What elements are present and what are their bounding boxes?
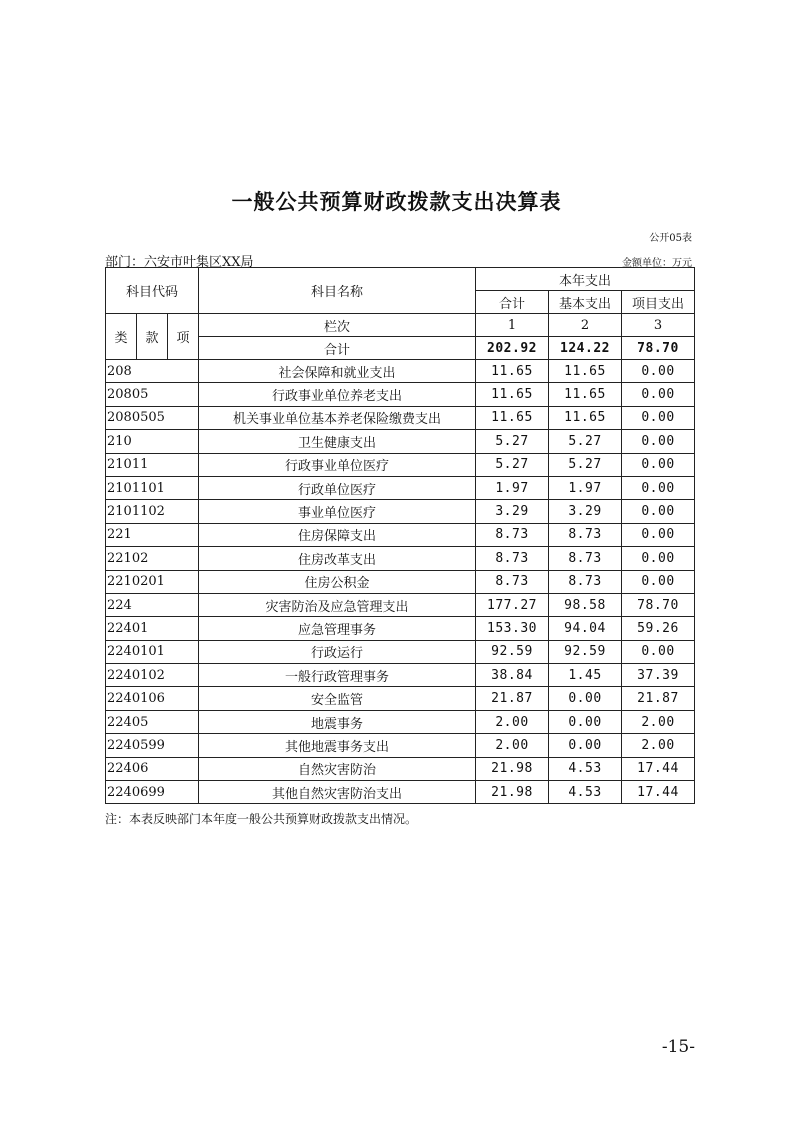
row-name: 应急管理事务 <box>199 617 476 640</box>
row-name: 住房公积金 <box>199 570 476 593</box>
row-project: 0.00 <box>622 360 695 383</box>
table-row <box>106 617 695 640</box>
row-basic: 11.65 <box>549 360 622 383</box>
row-total: 8.73 <box>476 570 549 593</box>
header-col2: 2 <box>549 314 622 337</box>
row-total: 21.98 <box>476 781 549 804</box>
header-lanci: 栏次 <box>199 314 476 337</box>
header-col3: 3 <box>622 314 695 337</box>
row-total: 8.73 <box>476 523 549 546</box>
row-code: 2240102 <box>106 664 199 687</box>
table-row <box>106 547 695 570</box>
row-total: 5.27 <box>476 430 549 453</box>
row-project: 0.00 <box>622 523 695 546</box>
row-name: 其他自然灾害防治支出 <box>199 781 476 804</box>
row-code: 224 <box>106 593 199 616</box>
row-code: 21011 <box>106 453 199 476</box>
row-name: 灾害防治及应急管理支出 <box>199 593 476 616</box>
header-lei: 类 <box>106 314 137 360</box>
row-total: 11.65 <box>476 406 549 429</box>
department-label: 部门：六安市叶集区XX局 <box>105 255 254 270</box>
table-row <box>106 710 695 733</box>
table-body <box>106 268 695 804</box>
row-total: 3.29 <box>476 500 549 523</box>
row-total: 11.65 <box>476 360 549 383</box>
header-row-3 <box>106 314 695 337</box>
row-basic: 0.00 <box>549 734 622 757</box>
row-basic: 4.53 <box>549 781 622 804</box>
row-code: 2240699 <box>106 781 199 804</box>
row-code: 2240106 <box>106 687 199 710</box>
row-name: 自然灾害防治 <box>199 757 476 780</box>
row-code: 22401 <box>106 617 199 640</box>
header-total: 合计 <box>476 291 549 314</box>
table-row <box>106 523 695 546</box>
row-name: 机关事业单位基本养老保险缴费支出 <box>199 406 476 429</box>
row-total: 2.00 <box>476 734 549 757</box>
header-current-year: 本年支出 <box>476 268 695 291</box>
row-basic: 94.04 <box>549 617 622 640</box>
row-basic: 4.53 <box>549 757 622 780</box>
row-name: 安全监管 <box>199 687 476 710</box>
row-project: 78.70 <box>622 593 695 616</box>
row-code: 22102 <box>106 547 199 570</box>
row-project: 17.44 <box>622 757 695 780</box>
header-row-1 <box>106 268 695 291</box>
row-project: 21.87 <box>622 687 695 710</box>
header-kuan: 款 <box>137 314 168 360</box>
row-project: 0.00 <box>622 500 695 523</box>
expenditure-table <box>105 267 695 804</box>
row-total: 5.27 <box>476 453 549 476</box>
row-code: 2240599 <box>106 734 199 757</box>
row-basic: 1.97 <box>549 476 622 499</box>
table-row <box>106 383 695 406</box>
row-basic: 5.27 <box>549 430 622 453</box>
table-row <box>106 640 695 663</box>
row-total: 11.65 <box>476 383 549 406</box>
table-row <box>106 476 695 499</box>
table-row <box>106 781 695 804</box>
table-row <box>106 430 695 453</box>
row-basic: 0.00 <box>549 710 622 733</box>
row-basic: 11.65 <box>549 383 622 406</box>
row-code: 2210201 <box>106 570 199 593</box>
page-number: -15- <box>661 1037 695 1057</box>
row-basic: 3.29 <box>549 500 622 523</box>
row-total: 177.27 <box>476 593 549 616</box>
row-basic: 8.73 <box>549 547 622 570</box>
row-basic: 98.58 <box>549 593 622 616</box>
row-total: 21.87 <box>476 687 549 710</box>
row-project: 0.00 <box>622 383 695 406</box>
row-project: 0.00 <box>622 476 695 499</box>
row-basic: 8.73 <box>549 523 622 546</box>
row-code: 221 <box>106 523 199 546</box>
header-name: 科目名称 <box>199 268 476 314</box>
row-project: 0.00 <box>622 547 695 570</box>
row-name: 行政事业单位医疗 <box>199 453 476 476</box>
row-code: 20805 <box>106 383 199 406</box>
table-row <box>106 757 695 780</box>
row-project: 0.00 <box>622 640 695 663</box>
sum-total: 202.92 <box>476 337 549 360</box>
table-row <box>106 687 695 710</box>
sum-label: 合计 <box>199 337 476 360</box>
row-project: 59.26 <box>622 617 695 640</box>
row-project: 0.00 <box>622 406 695 429</box>
row-total: 8.73 <box>476 547 549 570</box>
table-note: 注：本表反映部门本年度一般公共预算财政拨款支出情况。 <box>105 812 418 826</box>
row-name: 行政事业单位养老支出 <box>199 383 476 406</box>
table-row <box>106 360 695 383</box>
row-project: 2.00 <box>622 734 695 757</box>
row-basic: 8.73 <box>549 570 622 593</box>
row-code: 22406 <box>106 757 199 780</box>
table-row <box>106 453 695 476</box>
document-title: 一般公共预算财政拨款支出决算表 <box>231 190 562 214</box>
row-project: 2.00 <box>622 710 695 733</box>
row-name: 卫生健康支出 <box>199 430 476 453</box>
row-code: 2101101 <box>106 476 199 499</box>
row-total: 153.30 <box>476 617 549 640</box>
header-xiang: 项 <box>168 314 199 360</box>
row-project: 17.44 <box>622 781 695 804</box>
row-name: 行政运行 <box>199 640 476 663</box>
row-total: 92.59 <box>476 640 549 663</box>
table-row <box>106 406 695 429</box>
table-row <box>106 664 695 687</box>
row-code: 208 <box>106 360 199 383</box>
row-total: 1.97 <box>476 476 549 499</box>
row-code: 2240101 <box>106 640 199 663</box>
row-basic: 5.27 <box>549 453 622 476</box>
amount-unit-label: 金额单位：万元 <box>622 258 692 269</box>
row-basic: 1.45 <box>549 664 622 687</box>
row-name: 事业单位医疗 <box>199 500 476 523</box>
table-row <box>106 570 695 593</box>
header-basic: 基本支出 <box>549 291 622 314</box>
row-basic: 92.59 <box>549 640 622 663</box>
header-col1: 1 <box>476 314 549 337</box>
sum-project: 78.70 <box>622 337 695 360</box>
row-basic: 11.65 <box>549 406 622 429</box>
row-project: 0.00 <box>622 570 695 593</box>
row-total: 21.98 <box>476 757 549 780</box>
table-row <box>106 500 695 523</box>
row-name: 地震事务 <box>199 710 476 733</box>
table-row <box>106 734 695 757</box>
header-project: 项目支出 <box>622 291 695 314</box>
row-code: 210 <box>106 430 199 453</box>
row-total: 2.00 <box>476 710 549 733</box>
form-number: 公开05表 <box>649 233 692 244</box>
row-name: 住房改革支出 <box>199 547 476 570</box>
row-code: 22405 <box>106 710 199 733</box>
table-row <box>106 593 695 616</box>
row-name: 其他地震事务支出 <box>199 734 476 757</box>
row-basic: 0.00 <box>549 687 622 710</box>
row-name: 住房保障支出 <box>199 523 476 546</box>
row-project: 0.00 <box>622 430 695 453</box>
row-name: 一般行政管理事务 <box>199 664 476 687</box>
row-code: 2101102 <box>106 500 199 523</box>
row-name: 行政单位医疗 <box>199 476 476 499</box>
row-total: 38.84 <box>476 664 549 687</box>
row-project: 37.39 <box>622 664 695 687</box>
sum-basic: 124.22 <box>549 337 622 360</box>
header-code: 科目代码 <box>106 268 199 314</box>
row-project: 0.00 <box>622 453 695 476</box>
row-code: 2080505 <box>106 406 199 429</box>
row-name: 社会保障和就业支出 <box>199 360 476 383</box>
